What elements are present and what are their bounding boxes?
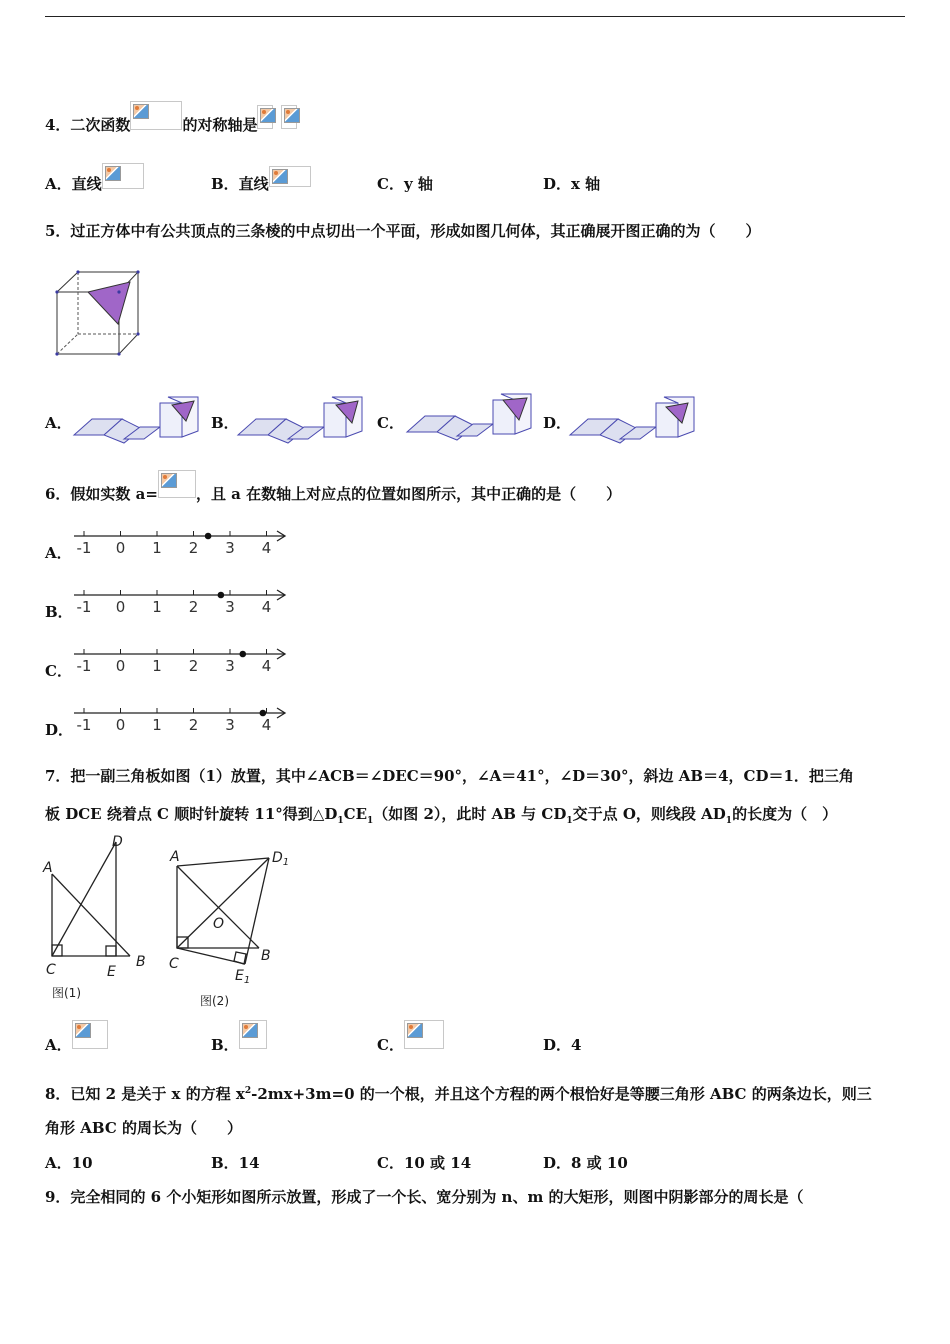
label-d1: $D_1$ [272,850,290,868]
tick-label: 0 [115,598,126,616]
q8-option-c[interactable]: C．10 或 14 [377,1154,472,1172]
tick-label: 3 [225,598,235,616]
tick-label: 0 [115,716,126,734]
tick-label: 3 [225,716,235,734]
q7-option-c[interactable]: C． [377,1035,444,1055]
q4-option-a[interactable]: A．直线 [45,174,144,194]
figure-2-caption: 图(2) [200,994,229,1008]
q6-prefix: 6．假如实数 a= [45,485,158,503]
number-line-a [70,525,290,559]
tick-label: 1 [152,539,162,557]
triangle-figure-1 [40,830,152,1006]
label-c: C [169,956,179,972]
number-line-c [70,643,290,677]
tick-label: -1 [76,716,92,734]
formula-image-icon [281,105,297,129]
label-a: A [170,849,180,865]
q8-option-b[interactable]: B．14 [211,1154,260,1172]
question-8-line2: 角形 ABC 的周长为（ ） [45,1119,242,1137]
label-b: B [261,948,271,964]
label-d: D [112,834,123,850]
point-a [205,533,212,540]
label-e: E [107,964,116,980]
tick-label: 3 [225,539,235,557]
formula-image-icon [130,101,182,130]
cube-figure [50,264,145,360]
question-9-stem: 9．完全相同的 6 个小矩形如图所示放置，形成了一个长、宽分别为 n、m 的大矩形，则图中阴影部分的周长是（ [45,1188,804,1206]
tick-label: 0 [115,657,126,675]
q7-option-a[interactable]: A． [45,1035,108,1055]
q5-option-b[interactable]: B． [211,414,239,432]
net-figure-a [72,393,204,449]
label-a: A [43,860,53,876]
point-a [218,592,225,599]
number-line-d [70,702,290,736]
q4-prefix: 4．二次函数 [45,116,131,134]
tick-label: 0 [115,539,126,557]
tick-label: 2 [188,657,199,675]
question-7-line2: 板 DCE 绕着点 C 顺时针旋转 11°得到$\triangle D_1CE_1$（如图 2），此时 AB 与 $CD_1$交于点 O，则线段 $AD_1$的长度为（ ） [45,805,838,826]
formula-image-icon [102,163,144,189]
tick-label: 4 [261,598,272,616]
net-figure-b [236,393,368,449]
net-figure-c [405,390,537,446]
question-4-stem [45,115,297,135]
tick-label: 1 [152,657,162,675]
point-a [260,710,267,717]
tick-label: 2 [188,539,199,557]
tick-label: 3 [225,657,235,675]
q7-option-b[interactable]: B． [211,1035,267,1055]
formula-image-icon [257,105,273,129]
net-figure-d [568,393,700,449]
q4-mid: 的对称轴是 [182,116,258,134]
label-o: O [213,916,225,932]
tick-label: -1 [76,657,92,675]
q5-option-d[interactable]: D． [543,414,572,432]
tick-label: -1 [76,539,92,557]
question-6-stem [45,484,621,504]
triangle-figure-2 [165,840,295,1010]
q4-option-d[interactable]: D．x 轴 [543,175,601,193]
figure-1-caption: 图(1) [52,986,81,1000]
q8-option-d[interactable]: D．8 或 10 [543,1154,628,1172]
label-c: C [46,962,56,978]
tick-label: 2 [188,598,199,616]
q6-option-c[interactable]: C． [45,662,72,680]
q6-option-a[interactable]: A． [45,544,72,562]
tick-label: 1 [152,598,162,616]
formula-image-icon [72,1020,108,1049]
question-5-stem: 5．过正方体中有公共顶点的三条棱的中点切出一个平面，形成如图几何体，其正确展开图正确的为（ ） [45,222,761,240]
q7-option-d[interactable]: D．4 [543,1036,582,1054]
tick-label: 4 [261,657,272,675]
tick-label: 2 [188,716,199,734]
q5-option-c[interactable]: C． [377,414,404,432]
formula-image-icon [269,166,311,187]
question-7-line1: 7．把一副三角板如图（1）放置，其中∠ACB＝∠DEC＝90°，∠A＝41°，∠D＝30°，斜边 AB＝4，CD＝1．把三角 [45,767,854,785]
q6-option-d[interactable]: D． [45,721,74,739]
tick-label: 4 [261,716,272,734]
formula-image-icon [404,1020,444,1049]
point-a [239,651,246,658]
q5-option-a[interactable]: A． [45,414,72,432]
q4-option-c[interactable]: C．y 轴 [377,175,433,193]
q8-option-a[interactable]: A．10 [45,1154,93,1172]
q6-suffix: ，且 a 在数轴上对应点的位置如图所示，其中正确的是（ ） [195,485,622,503]
header-rule [45,16,905,17]
q4-option-b[interactable]: B．直线 [211,174,311,194]
label-e1: $E_1$ [235,968,251,986]
formula-image-icon [239,1020,267,1049]
tick-label: 1 [152,716,162,734]
q6-option-b[interactable]: B． [45,603,73,621]
number-line-b [70,584,290,618]
question-8-line1: 8．已知 2 是关于 x 的方程 $x^2-2mx+3m=0$ 的一个根，并且这个方程的两个根恰好是等腰三角形 ABC 的两条边长，则三 [45,1085,872,1103]
tick-label: 4 [261,539,272,557]
formula-image-icon [158,470,196,498]
tick-label: -1 [76,598,92,616]
label-b: B [136,954,146,970]
